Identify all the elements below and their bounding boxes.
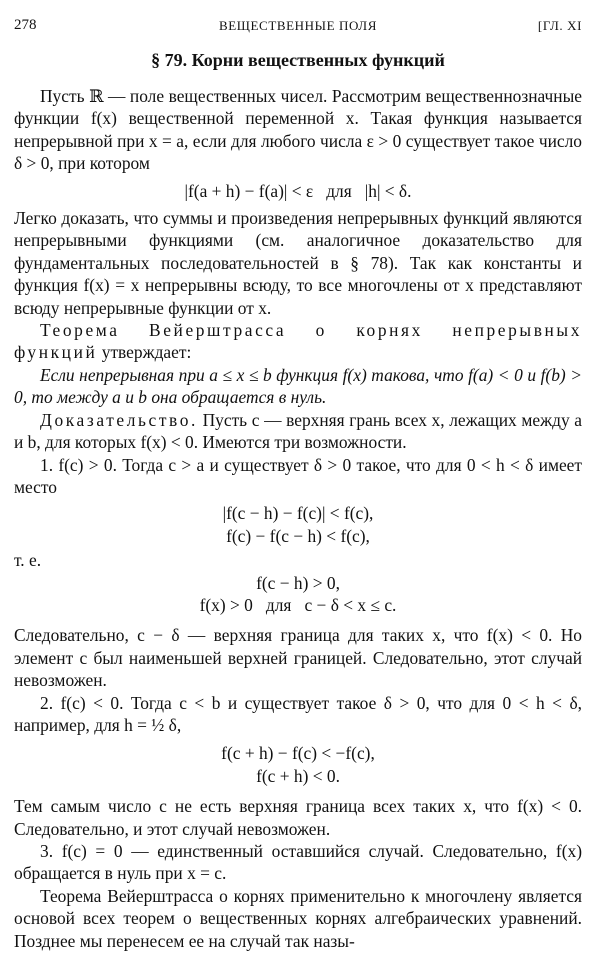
case-one: 1. f(c) > 0. Тогда c > a и существует δ > 0 такое, что для 0 < h < δ имеет место xyxy=(14,454,582,497)
proof-label: Доказательство. xyxy=(40,409,198,430)
case-one-formula-2: f(c) − f(c − h) < f(c), xyxy=(226,525,370,546)
theorem-intro xyxy=(14,319,582,364)
proof-text: Пусть c — верхняя грань всех x, лежащих между a и b, для которых f(x) < 0. Имеются три возможности. xyxy=(14,409,582,453)
theorem-statement: Если непрерывная при a ≤ x ≤ b функция f(x) такова, что f(a) < 0 и f(b) > 0, то между a и b она обращается в нуль. xyxy=(14,364,582,408)
running-title: ВЕЩЕСТВЕННЫЕ ПОЛЯ xyxy=(218,18,377,33)
intro-paragraph: Пусть ℝ — поле вещественных чисел. Рассмотрим вещественнозначные функции f(x) вещественной переменной x. Такая функция называется непрерывной при x = a, если для любого числа ε > 0 существует такое число δ > 0, при котором xyxy=(14,86,582,174)
sums-paragraph: Легко доказать, что суммы и произведения непрерывных функций являются непрерывными функциями (см. аналогичное доказательство для фундаментальных последовательностей в § 78). Так как константы и функция f(x) = x непрерывны всюду, то все многочлены от x представляют всюду непрерывные функции от x. xyxy=(14,208,582,318)
case-three: 3. f(c) = 0 — единственный оставшийся случай. Следовательно, f(x) обращается в нуль при x = c. xyxy=(14,841,582,884)
case-one-conclusion: Следовательно, c − δ — верхняя граница для таких x, что f(x) < 0. Но элемент c был наименьшей верхней границей. Следовательно, этот случай невозможен. xyxy=(14,625,582,691)
case-two-conclusion: Тем самым число c не есть верхняя граница всех таких x, что f(x) < 0. Следовательно, и этот случай невозможен. xyxy=(14,796,582,839)
chapter-label: [ГЛ. XI xyxy=(537,18,582,33)
case-one-formula-3: f(c − h) > 0, xyxy=(256,572,340,593)
theorem-lead: утверждает: xyxy=(97,342,192,363)
proof-paragraph xyxy=(14,409,582,454)
case-two-formula-1: f(c + h) − f(c) < −f(c), xyxy=(221,743,375,764)
case-two-formula-2: f(c + h) < 0. xyxy=(256,765,340,786)
page-number: 278 xyxy=(14,17,37,33)
book-page xyxy=(14,0,582,952)
section-title: § 79. Корни вещественных функций xyxy=(151,50,445,70)
final-paragraph: Теорема Вейерштрасса о корнях применительно к многочлену является основой всех теорем о вещественных корнях алгебраических уравнений. Позднее мы перенесем ее на случай так назы- xyxy=(14,885,582,951)
case-one-formula-4: f(x) > 0 для c − δ < x ≤ c. xyxy=(199,594,397,615)
case-one-formula-1: |f(c − h) − f(c)| < f(c), xyxy=(222,503,374,524)
theorem-heading: Теорема Вейерштрасса о корнях непрерывных функций xyxy=(14,320,582,363)
that-is-label: т. е. xyxy=(14,550,42,571)
continuity-formula: |f(a + h) − f(a)| < ε для |h| < δ. xyxy=(184,180,412,201)
case-two: 2. f(c) < 0. Тогда c < b и существует такое δ > 0, что для 0 < h < δ, например, для h = ½ δ, xyxy=(14,692,582,735)
running-header xyxy=(14,14,582,36)
